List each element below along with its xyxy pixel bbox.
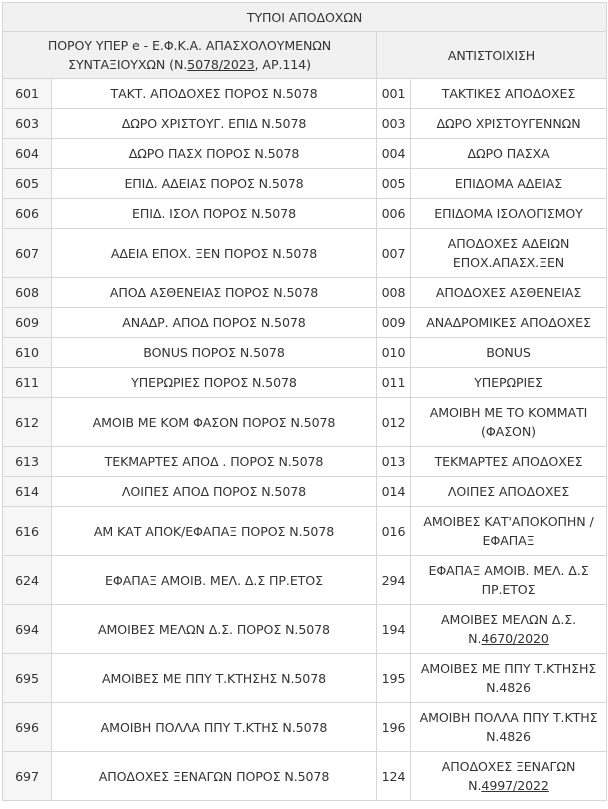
title-row bbox=[3, 3, 607, 32]
income-code: 694 bbox=[3, 605, 52, 654]
mapped-description bbox=[411, 654, 607, 703]
mapped-description bbox=[411, 752, 607, 801]
table-row bbox=[3, 447, 607, 477]
mapped-description bbox=[411, 199, 607, 229]
mapped-description-text: ΕΠΙΔΟΜΑ ΙΣΟΛΟΓΙΣΜΟΥ bbox=[434, 206, 583, 221]
income-description: ΑΜΟΙΒ ΜΕ ΚΟΜ ΦΑΣΟΝ ΠΟΡΟΣ Ν.5078 bbox=[52, 398, 377, 447]
mapped-description bbox=[411, 556, 607, 605]
table-row bbox=[3, 109, 607, 139]
mapped-description-text: BONUS bbox=[486, 345, 531, 360]
income-description: ΕΦΑΠΑΞ ΑΜΟΙΒ. ΜΕΛ. Δ.Σ ΠΡ.ΕΤΟΣ bbox=[52, 556, 377, 605]
income-code: 603 bbox=[3, 109, 52, 139]
mapped-description-text: ΑΜΟΙΒΕΣ ΚΑΤ'ΑΠΟΚΟΠΗΝ / ΕΦΑΠΑΞ bbox=[423, 514, 594, 548]
income-description: ΤΕΚΜΑΡΤΕΣ ΑΠΟΔ . ΠΟΡΟΣ Ν.5078 bbox=[52, 447, 377, 477]
income-code: 612 bbox=[3, 398, 52, 447]
table-row bbox=[3, 278, 607, 308]
table-row bbox=[3, 398, 607, 447]
mapped-description-text: ΕΠΙΔΟΜΑ ΑΔΕΙΑΣ bbox=[454, 176, 563, 191]
mapped-code: 001 bbox=[377, 79, 411, 109]
mapped-code: 294 bbox=[377, 556, 411, 605]
income-description: ΑΜΟΙΒΕΣ ΜΕ ΠΠΥ Τ.ΚΤΗΣΗΣ Ν.5078 bbox=[52, 654, 377, 703]
mapped-code: 013 bbox=[377, 447, 411, 477]
income-description: ΑΜ ΚΑΤ ΑΠΟΚ/ΕΦΑΠΑΞ ΠΟΡΟΣ Ν.5078 bbox=[52, 507, 377, 556]
mapped-description bbox=[411, 79, 607, 109]
income-code: 616 bbox=[3, 507, 52, 556]
mapped-description-text: ΑΠΟΔΟΧΕΣ ΑΔΕΙΩΝ ΕΠΟΧ.ΑΠΑΣΧ.ΞΕΝ bbox=[447, 236, 570, 270]
income-code: 601 bbox=[3, 79, 52, 109]
mapped-description bbox=[411, 507, 607, 556]
income-code: 613 bbox=[3, 447, 52, 477]
income-types-table bbox=[2, 2, 607, 801]
mapped-code: 009 bbox=[377, 308, 411, 338]
mapped-code: 194 bbox=[377, 605, 411, 654]
law-5078-link[interactable]: 5078/2023 bbox=[187, 57, 255, 72]
mapped-description bbox=[411, 229, 607, 278]
mapped-description-text: ΔΩΡΟ ΧΡΙΣΤΟΥΓΕΝΝΩΝ bbox=[436, 116, 581, 131]
mapped-description bbox=[411, 308, 607, 338]
mapped-description bbox=[411, 139, 607, 169]
table-row bbox=[3, 654, 607, 703]
mapped-code: 008 bbox=[377, 278, 411, 308]
income-description: ΑΝΑΔΡ. ΑΠΟΔ ΠΟΡΟΣ Ν.5078 bbox=[52, 308, 377, 338]
mapped-description bbox=[411, 169, 607, 199]
income-description: ΑΠΟΔΟΧΕΣ ΞΕΝΑΓΩΝ ΠΟΡΟΣ Ν.5078 bbox=[52, 752, 377, 801]
table-row bbox=[3, 308, 607, 338]
mapped-code: 124 bbox=[377, 752, 411, 801]
law-link[interactable]: 4997/2022 bbox=[481, 778, 549, 793]
mapped-description-text: ΛΟΙΠΕΣ ΑΠΟΔΟΧΕΣ bbox=[447, 484, 570, 499]
mapped-description-text: ΤΕΚΜΑΡΤΕΣ ΑΠΟΔΟΧΕΣ bbox=[434, 454, 583, 469]
mapped-code: 004 bbox=[377, 139, 411, 169]
table-row bbox=[3, 368, 607, 398]
table-title: ΤΥΠΟΙ ΑΠΟΔΟΧΩΝ bbox=[3, 3, 607, 32]
table-row bbox=[3, 229, 607, 278]
income-code: 604 bbox=[3, 139, 52, 169]
income-description: ΑΜΟΙΒΗ ΠΟΛΛΑ ΠΠΥ Τ.ΚΤΗΣ Ν.5078 bbox=[52, 703, 377, 752]
mapped-description bbox=[411, 703, 607, 752]
mapped-description-text: ΑΜΟΙΒΕΣ ΜΕΛΩΝ Δ.Σ. Ν. bbox=[441, 612, 576, 646]
table-row bbox=[3, 605, 607, 654]
income-code: 606 bbox=[3, 199, 52, 229]
income-code: 611 bbox=[3, 368, 52, 398]
mapped-code: 006 bbox=[377, 199, 411, 229]
income-description: ΔΩΡΟ ΧΡΙΣΤΟΥΓ. ΕΠΙΔ Ν.5078 bbox=[52, 109, 377, 139]
table-row bbox=[3, 169, 607, 199]
mapped-description-text: ΑΜΟΙΒΕΣ ΜΕ ΠΠΥ Τ.ΚΤΗΣΗΣ Ν.4826 bbox=[420, 661, 597, 695]
mapped-description-text: ΑΜΟΙΒΗ ΜΕ ΤΟ ΚΟΜΜΑΤΙ (ΦΑΣΟΝ) bbox=[429, 405, 588, 439]
income-code: 610 bbox=[3, 338, 52, 368]
mapped-code: 011 bbox=[377, 368, 411, 398]
table-row bbox=[3, 556, 607, 605]
header-mapping-column: ΑΝΤΙΣΤΟΙΧΙΣΗ bbox=[377, 32, 607, 79]
table-row bbox=[3, 507, 607, 556]
income-description: ΑΜΟΙΒΕΣ ΜΕΛΩΝ Δ.Σ. ΠΟΡΟΣ Ν.5078 bbox=[52, 605, 377, 654]
mapped-description-text: ΥΠΕΡΩΡΙΕΣ bbox=[474, 375, 543, 390]
table-row bbox=[3, 752, 607, 801]
mapped-code: 010 bbox=[377, 338, 411, 368]
income-description: ΛΟΙΠΕΣ ΑΠΟΔ ΠΟΡΟΣ Ν.5078 bbox=[52, 477, 377, 507]
mapped-description bbox=[411, 477, 607, 507]
table-row bbox=[3, 199, 607, 229]
mapped-code: 016 bbox=[377, 507, 411, 556]
mapped-description bbox=[411, 338, 607, 368]
mapped-code: 007 bbox=[377, 229, 411, 278]
table-row bbox=[3, 338, 607, 368]
income-code: 605 bbox=[3, 169, 52, 199]
mapped-description bbox=[411, 368, 607, 398]
mapped-description-text: ΔΩΡΟ ΠΑΣΧΑ bbox=[467, 146, 550, 161]
mapped-description-text: ΑΠΟΔΟΧΕΣ ΞΕΝΑΓΩΝ Ν. bbox=[441, 759, 576, 793]
mapped-code: 003 bbox=[377, 109, 411, 139]
mapped-description bbox=[411, 398, 607, 447]
income-description: ΑΠΟΔ ΑΣΘΕΝΕΙΑΣ ΠΟΡΟΣ Ν.5078 bbox=[52, 278, 377, 308]
income-description: ΕΠΙΔ. ΙΣΟΛ ΠΟΡΟΣ Ν.5078 bbox=[52, 199, 377, 229]
income-code: 696 bbox=[3, 703, 52, 752]
mapped-description-text: ΑΜΟΙΒΗ ΠΟΛΛΑ ΠΠΥ Τ.ΚΤΗΣ Ν.4826 bbox=[419, 710, 598, 744]
mapped-description-text: ΑΝΑΔΡΟΜΙΚΕΣ ΑΠΟΔΟΧΕΣ bbox=[426, 315, 591, 330]
mapped-code: 195 bbox=[377, 654, 411, 703]
income-description: ΥΠΕΡΩΡΙΕΣ ΠΟΡΟΣ Ν.5078 bbox=[52, 368, 377, 398]
mapped-description bbox=[411, 605, 607, 654]
mapped-code: 196 bbox=[377, 703, 411, 752]
income-description: ΤΑΚΤ. ΑΠΟΔΟΧΕΣ ΠΟΡΟΣ Ν.5078 bbox=[52, 79, 377, 109]
mapped-code: 005 bbox=[377, 169, 411, 199]
mapped-description-text: ΕΦΑΠΑΞ ΑΜΟΙΒ. ΜΕΛ. Δ.Σ ΠΡ.ΕΤΟΣ bbox=[428, 563, 589, 597]
income-code: 609 bbox=[3, 308, 52, 338]
law-link[interactable]: 4670/2020 bbox=[481, 631, 549, 646]
mapped-description-text: ΑΠΟΔΟΧΕΣ ΑΣΘΕΝΕΙΑΣ bbox=[435, 285, 582, 300]
income-description: ΑΔΕΙΑ ΕΠΟΧ. ΞΕΝ ΠΟΡΟΣ Ν.5078 bbox=[52, 229, 377, 278]
income-code: 608 bbox=[3, 278, 52, 308]
mapped-description bbox=[411, 447, 607, 477]
table-body bbox=[3, 3, 607, 801]
income-code: 607 bbox=[3, 229, 52, 278]
mapped-description bbox=[411, 278, 607, 308]
income-code: 695 bbox=[3, 654, 52, 703]
income-description: BONUS ΠΟΡΟΣ Ν.5078 bbox=[52, 338, 377, 368]
mapped-code: 012 bbox=[377, 398, 411, 447]
mapped-description bbox=[411, 109, 607, 139]
income-code: 624 bbox=[3, 556, 52, 605]
table-row bbox=[3, 79, 607, 109]
header-source-column bbox=[3, 32, 377, 79]
income-code: 697 bbox=[3, 752, 52, 801]
header-left-prefix: ΠΟΡΟΥ ΥΠΕΡ e - Ε.Φ.Κ.Α. ΑΠΑΣΧΟΛΟΥΜΕΝΩΝ ΣΥΝΤΑΞΙΟΥΧΩΝ (Ν. bbox=[47, 38, 332, 72]
table-row bbox=[3, 477, 607, 507]
header-row bbox=[3, 32, 607, 79]
mapped-description-text: ΤΑΚΤΙΚΕΣ ΑΠΟΔΟΧΕΣ bbox=[441, 86, 576, 101]
header-left-suffix: , ΑΡ.114) bbox=[254, 57, 311, 72]
income-description: ΕΠΙΔ. ΑΔΕΙΑΣ ΠΟΡΟΣ Ν.5078 bbox=[52, 169, 377, 199]
table-row bbox=[3, 139, 607, 169]
table-row bbox=[3, 703, 607, 752]
income-description: ΔΩΡΟ ΠΑΣΧ ΠΟΡΟΣ Ν.5078 bbox=[52, 139, 377, 169]
mapped-code: 014 bbox=[377, 477, 411, 507]
income-code: 614 bbox=[3, 477, 52, 507]
